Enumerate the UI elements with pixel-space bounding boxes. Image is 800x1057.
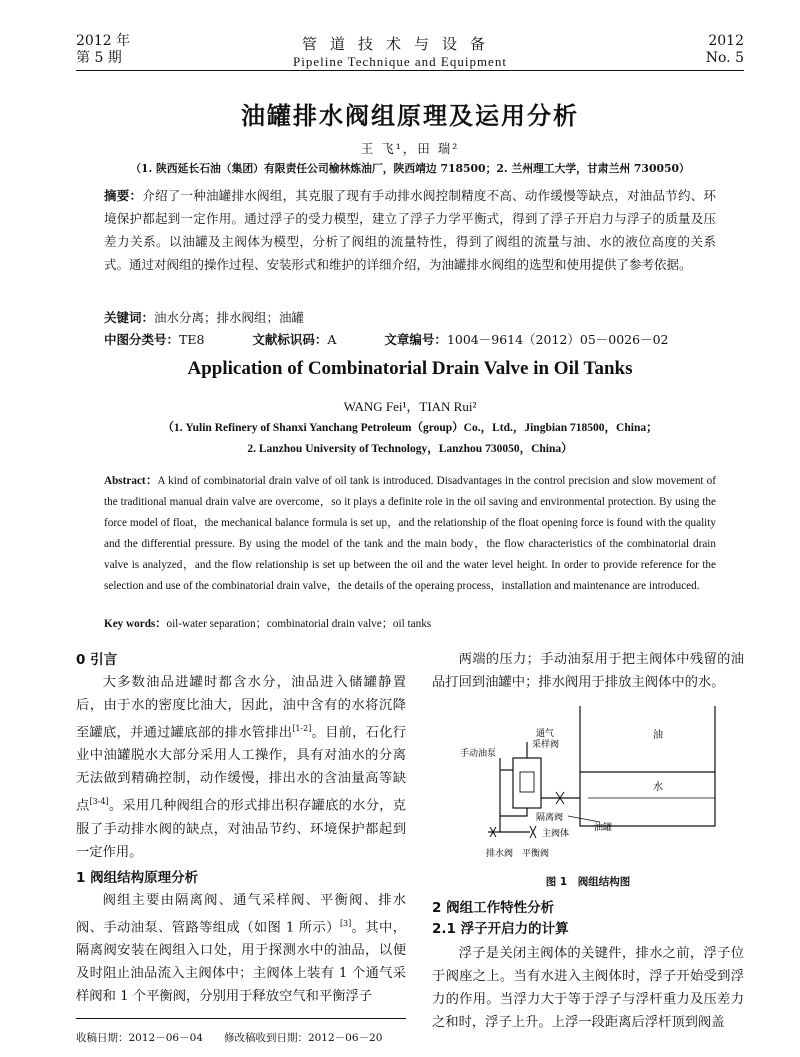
abstract-en-label: Abstract： <box>104 475 158 487</box>
footnote-rule <box>76 1018 406 1019</box>
label-drain-valve: 排水阀 <box>486 849 514 859</box>
figure-1-number: 图 1 <box>545 876 568 888</box>
tank-outline <box>580 706 715 826</box>
ref-1-2: [1-2] <box>292 724 312 733</box>
title-cn: 油罐排水阀组原理及运用分析 <box>241 102 579 130</box>
section-1-text-b: 。其中，隔离阀安装在阀组入口处，用于探测水中的油品，以便及时阻止油品流入主阀体中；主阀体上装有 1 个通气采样阀和 1 个平衡阀，分别用于释放空气和平衡浮子 <box>76 920 407 1005</box>
affiliation-cn: （1. 陕西延长石油（集团）有限责任公司榆林炼油厂，陕西靖边 718500；2. 兰州理工大学，甘肃兰州 730050） <box>130 162 690 175</box>
section-0-paragraph <box>76 671 406 864</box>
abstract-cn <box>104 184 716 276</box>
abstract-en-text: A kind of combinatorial drain valve of oil tank is introduced. Disadvantages in the control precision and slow movement of the traditional manual drain valve are overcome，so it plays a definite role in the oil saving and environmental protection. By using the force model of float，the mechanical balance formula is set up，and the relationship of the float opening force is found with the quality and the differential pressure. By using the model of the tank and the main body，the flow characteristics of the combinatorial drain valve is analyzed，and the flow relationship is set up between the oil and the water level height. In order to provide reference for the selection and use of the combinatorial drain valve，the details of the operaing process，installation and maintenance are introduced. <box>104 475 716 592</box>
keywords-en-text: oil-water separation；combinatorial drain valve；oil tanks <box>166 618 432 630</box>
header-right <box>706 33 744 67</box>
section-1-paragraph <box>76 889 406 1008</box>
label-water: 水 <box>653 782 663 793</box>
header-issue-en: No. 5 <box>705 50 744 66</box>
affiliation-en-1: （1. Yulin Refinery of Shanxi Yanchang Petroleum（group）Co.，Ltd.，Jingbian 718500，China； <box>162 422 658 434</box>
section-0-text-a: 大多数油品进罐时都含水分，油品进入储罐静置后，由于水的密度比油大，因此，油中含有的水将沉降至罐底，并通过罐底部的排水管排出 <box>76 675 406 741</box>
section-1-title: 1 阀组结构原理分析 <box>76 869 199 886</box>
section-0-text-b: 。目前，石化行业中油罐脱水大部分采用人工操作，具有对油水的分离无法做到精确控制，动作缓慢，排出水的含油量高等缺点 <box>76 725 407 814</box>
keywords-en-label: Key words： <box>104 618 167 630</box>
keywords-cn-text: 油水分离；排水阀组；油罐 <box>154 310 305 325</box>
abstract-cn-text: 介绍了一种油罐排水阀组，其克服了现有手动排水阀控制精度不高、动作缓慢等缺点，对油品节约、环境保护都起到一定作用。通过浮子的受力模型，建立了浮子力学平衡式，得到了浮子开启力与浮子的质量及压差力关系。以油罐及主阀体为模型，分析了阀组的流量特性，得到了阀组的流量与油、水的液位高度的关系式。通过对阀组的操作过程、安装形式和维护的详细介绍，为油罐排水阀组的选型和使用提供了参考依据。 <box>104 188 716 272</box>
main-valve-body <box>513 758 541 808</box>
affiliation-en <box>76 418 744 460</box>
abstract-cn-label: 摘要： <box>104 188 143 203</box>
doc-code-label: 文献标识码： <box>252 332 328 347</box>
title-en: Application of Combinatorial Drain Valve in Oil Tanks <box>187 358 633 379</box>
label-tank: 油罐 <box>594 823 613 833</box>
journal-name-en: Pipeline Technique and Equipment <box>293 54 507 69</box>
footnote: 收稿日期：2012－06－04 修改稿收到日期：2012－06－20 <box>76 1032 383 1044</box>
header-journal <box>250 33 550 70</box>
figure-1-caption <box>432 874 744 889</box>
affiliation-en-2: 2. Lanzhou University of Technology，Lanzhou 730050，China） <box>247 443 573 455</box>
header-rule <box>76 70 744 71</box>
section-0-text-c: 。采用几种阀组合的形式排出积存罐底的水分，克服了手动排水阀的缺点，对油品节约、环境保护都起到一定作用。 <box>76 798 407 860</box>
figure-1-diagram <box>460 696 720 866</box>
article-no-value: 1004－9614（2012）05－0026－02 <box>446 332 669 347</box>
label-balance-valve: 平衡阀 <box>522 849 550 859</box>
keywords-cn <box>104 306 716 329</box>
left-column <box>76 648 406 1008</box>
figure-1-caption-text: 阀组结构图 <box>577 876 631 888</box>
section-0-title: 0 引言 <box>76 652 118 668</box>
label-main-body: 主阀体 <box>542 829 570 839</box>
label-vent-1: 通气 <box>536 729 555 739</box>
label-isolation-valve: 隔离阀 <box>536 813 564 823</box>
clc-label: 中图分类号： <box>104 332 180 347</box>
header-year: 2012 年 <box>76 33 131 49</box>
label-manual-pump: 手动油泵 <box>460 749 497 759</box>
classification-line <box>104 328 716 351</box>
abstract-en <box>104 471 716 597</box>
authors-en: WANG Fei¹，TIAN Rui² <box>343 399 477 414</box>
header-issue: 第 5 期 <box>76 50 122 66</box>
label-oil: 油 <box>653 730 663 741</box>
keywords-en <box>104 614 716 635</box>
section-1-text-a: 阀组主要由隔离阀、通气采样阀、平衡阀、排水阀、手动油泵、管路等组成（如图 1 所示） <box>76 892 406 936</box>
ref-3: [3] <box>339 918 352 928</box>
keywords-cn-label: 关键词： <box>104 310 155 325</box>
right-column-section-2 <box>432 898 744 1034</box>
header-left <box>76 33 130 67</box>
article-no-label: 文章编号： <box>384 332 447 347</box>
section-2-1-title: 2.1 浮子开启力的计算 <box>432 921 569 937</box>
section-2-1-paragraph: 浮子是关闭主阀体的关键件，排水之前，浮子位于阀座之上。当有水进入主阀体时，浮子开始受到浮力的作用。当浮力大于等于浮子与浮杆重力及压差力之和时，浮子上升。上浮一段距离后浮杆顶到阀盖 <box>432 946 744 1030</box>
ref-3-4: [3-4] <box>89 797 109 807</box>
right-column-paragraph-1: 两端的压力；手动油泵用于把主阀体中残留的油品打回到油罐中；排水阀用于排放主阀体中的水。 <box>432 652 744 690</box>
label-vent-2: 采样阀 <box>532 740 560 750</box>
journal-name-cn: 管道技术与设备 <box>301 35 498 53</box>
doc-code-value: A <box>327 332 337 347</box>
section-2-title: 2 阀组工作特性分析 <box>432 900 555 916</box>
authors-cn: 王 飞¹，田 瑞² <box>360 141 460 156</box>
clc-value: TE8 <box>179 332 205 347</box>
header-year-en: 2012 <box>708 33 744 49</box>
